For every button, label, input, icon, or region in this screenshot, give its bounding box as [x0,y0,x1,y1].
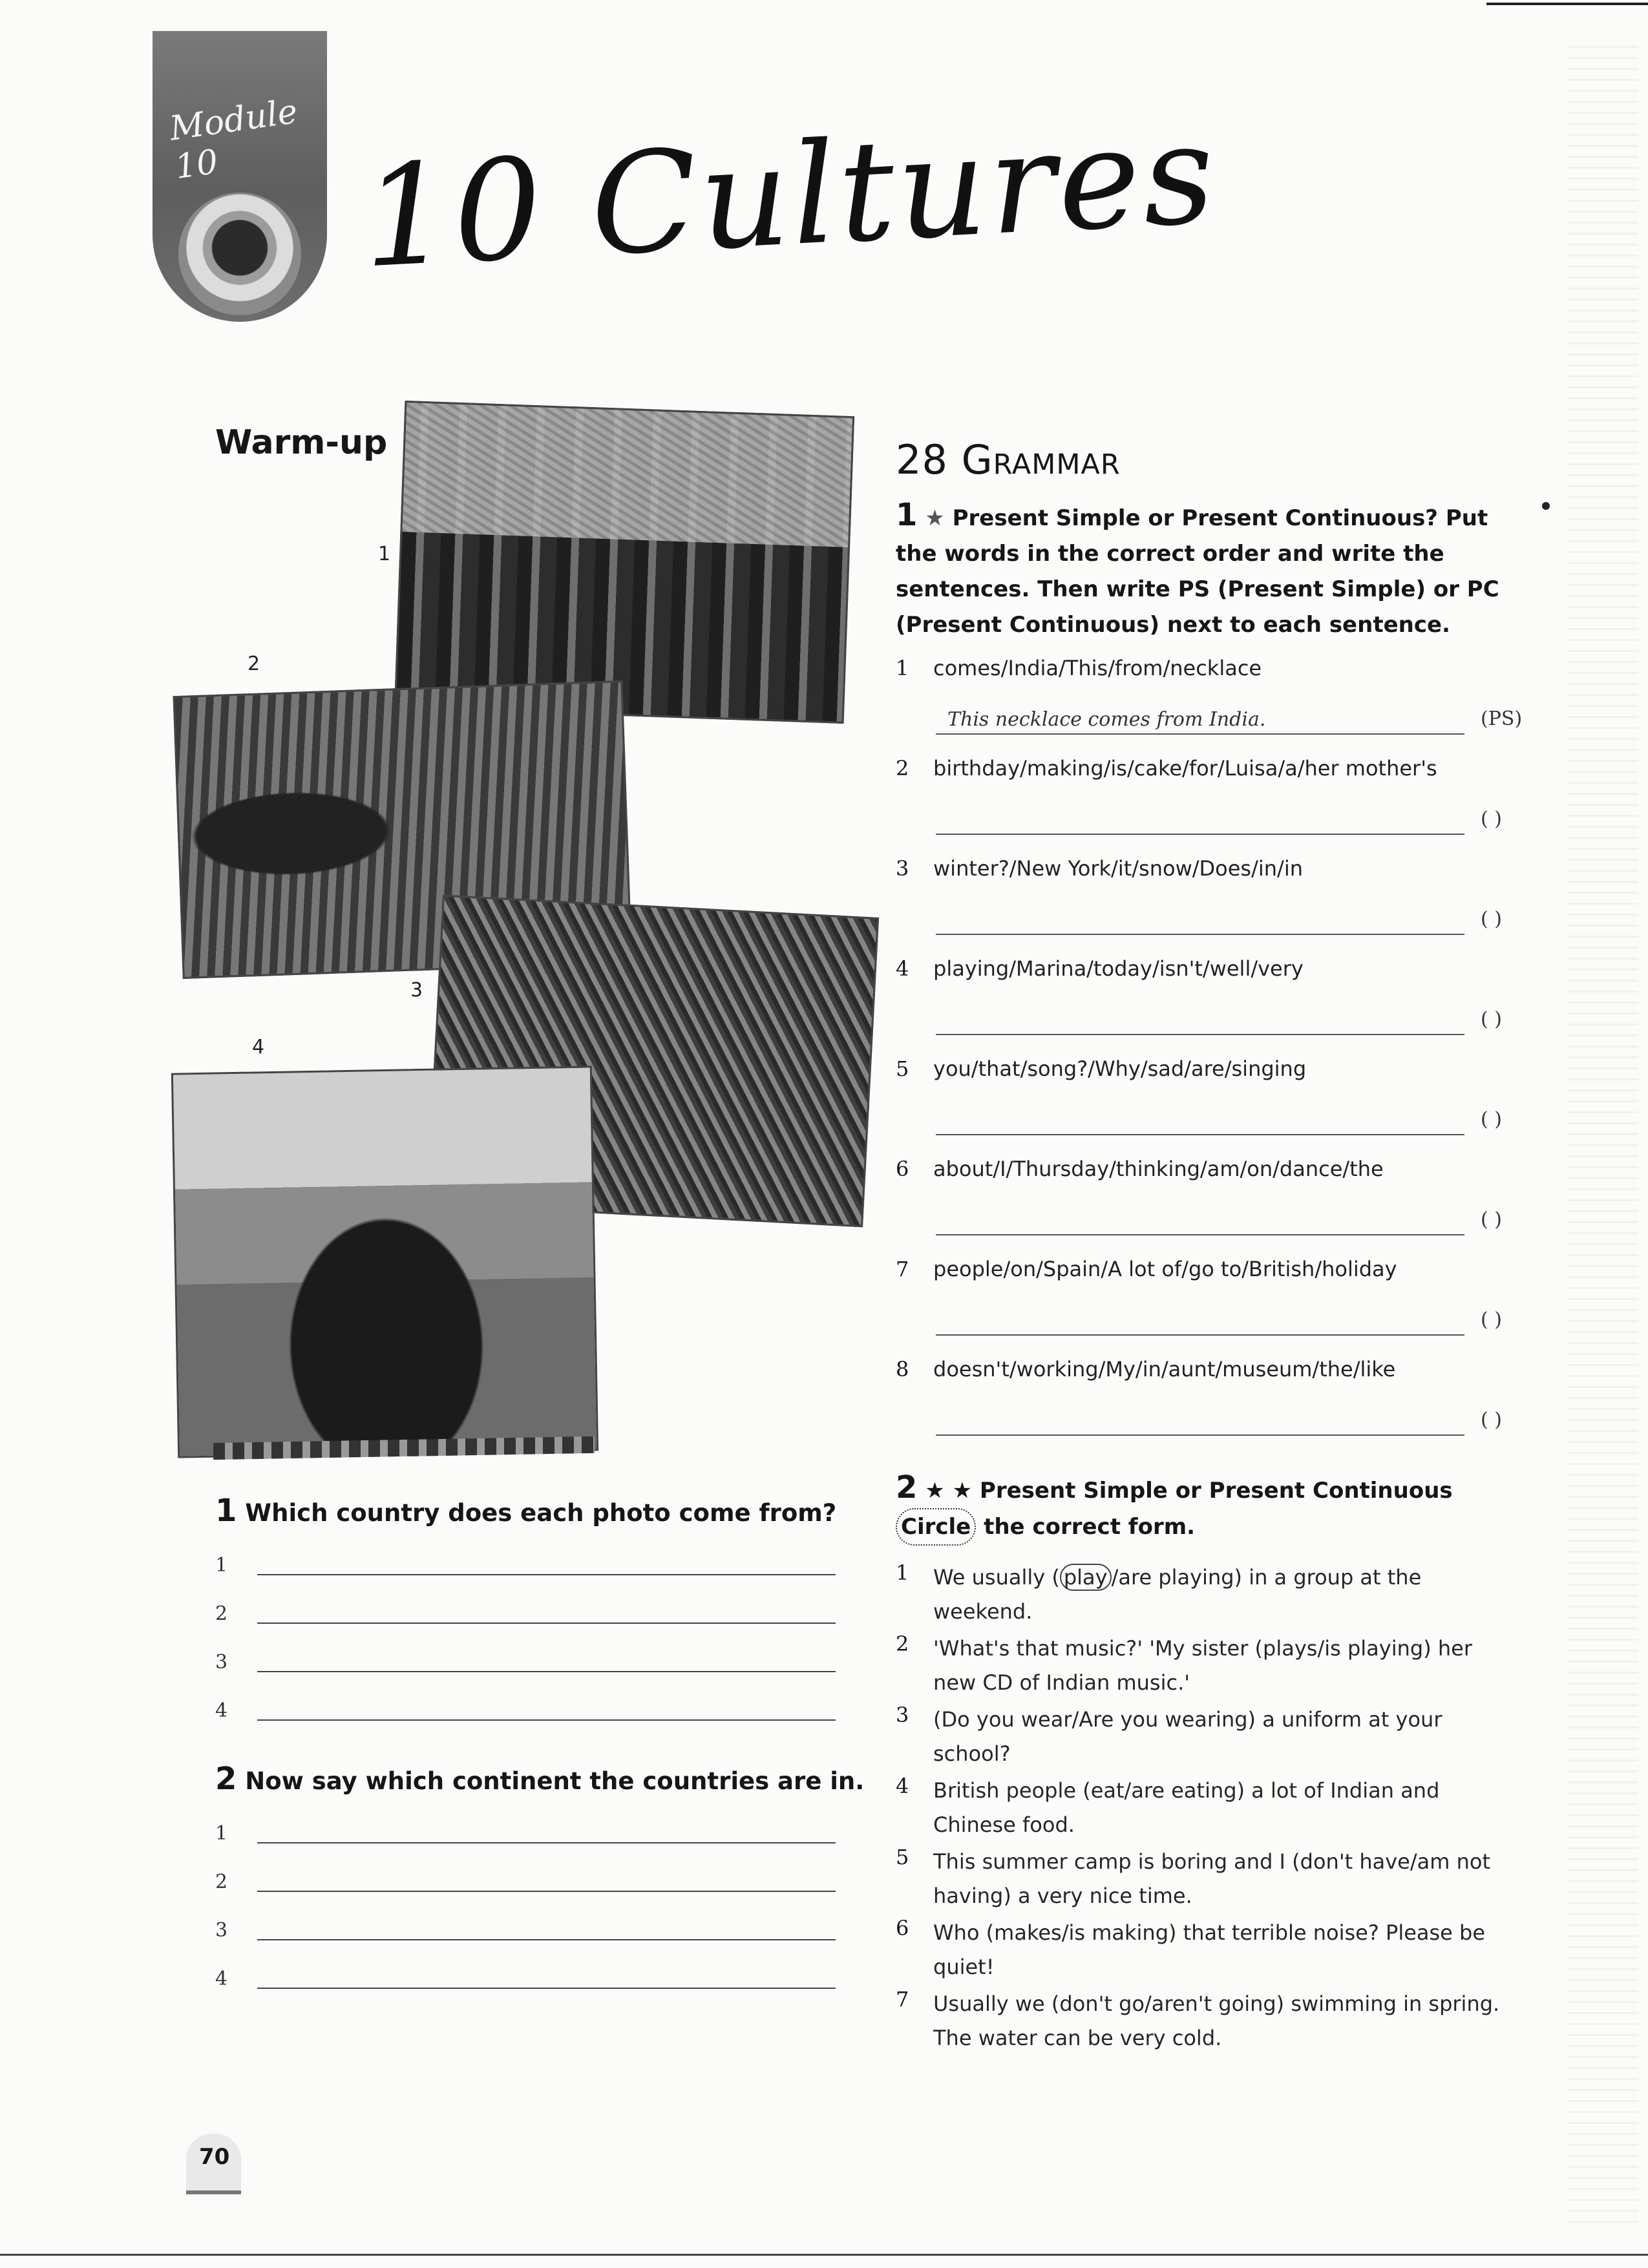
exercise-1-item [896,956,1529,1053]
question-number: 2 [215,1761,237,1797]
item-number: 1 [896,1560,909,1585]
exercise-1-item [896,756,1529,853]
item-number: 3 [896,856,909,881]
section-name: Grammar [961,436,1121,483]
item-text[interactable]: Usually we (don't go/aren't going) swimming in spring. The water can be very cold. [933,1991,1500,2050]
exercise-instructions: the correct form. [984,1514,1196,1540]
answer-line[interactable] [215,1812,836,1851]
exercise-1-item [896,1157,1529,1254]
photo-4 [171,1066,598,1458]
answer-line[interactable] [936,1108,1464,1135]
answer-line[interactable] [936,1308,1464,1336]
item-number: 6 [896,1157,909,1181]
section-number: 28 [896,436,948,483]
item-number: 5 [896,1845,909,1869]
item-words: comes/India/This/from/necklace [933,656,1262,680]
answer-line[interactable] [936,1208,1464,1235]
line-number: 2 [215,1871,228,1893]
line-number: 4 [215,1968,228,1990]
item-words: birthday/making/is/cake/for/Luisa/a/her mother's [933,756,1437,781]
module-label: Module 10 [167,92,300,187]
tense-tag[interactable]: ( ) [1481,1409,1502,1431]
exercise-instructions: Put the words in the correct order and write the sentences. Then write PS (Present Simple) or PC (Present Continuous) next to each sentence. [896,505,1499,638]
badge-photo [178,193,301,315]
item-words: you/that/song?/Why/sad/are/singing [933,1056,1307,1081]
tense-tag[interactable]: ( ) [1481,1008,1502,1031]
top-rule [1486,3,1648,5]
answer-line[interactable] [936,808,1464,835]
warmup-question-1 [215,1493,836,1529]
exercise-title: Present Simple or Present Continuous? [952,505,1439,531]
module-title: 10 Cultures [358,92,1221,299]
answer-line[interactable] [936,1008,1464,1035]
line-number: 1 [215,1822,228,1845]
item-number: 3 [896,1703,909,1727]
module-badge [153,31,327,322]
item-number: 2 [896,1632,909,1656]
item-number: 5 [896,1056,909,1081]
item-text[interactable]: Who (makes/is making) that terrible noise? Please be quiet! [933,1920,1486,1979]
line-number: 3 [215,1919,228,1942]
item-number: 7 [896,1987,909,2011]
item-words: about/I/Thursday/thinking/am/on/dance/the [933,1157,1384,1181]
warmup-heading: Warm-up [215,423,388,462]
item-words: people/on/Spain/A lot of/go to/British/holiday [933,1257,1397,1281]
photo-number-3: 3 [410,979,423,1002]
answer-line[interactable] [215,1690,836,1728]
question-number: 1 [215,1493,237,1529]
item-text[interactable]: British people (eat/are eating) a lot of Indian and Chinese food. [933,1778,1440,1837]
line-number: 3 [215,1651,228,1674]
tense-tag[interactable]: ( ) [1481,808,1502,830]
warmup-question-2 [215,1761,864,1797]
page-number: 70 [199,2144,230,2170]
photo-1 [394,401,854,724]
item-number: 8 [896,1357,909,1381]
question-text: Now say which continent the countries are in. [245,1767,865,1795]
item-number: 6 [896,1916,909,1940]
item-words: playing/Marina/today/isn't/well/very [933,956,1304,981]
item-text[interactable]: This summer camp is boring and I (don't have/am not having) a very nice time. [933,1849,1490,1908]
photo-number-1: 1 [378,543,391,565]
star-icon: ★ [925,505,945,531]
exercise-1-item [896,1257,1529,1354]
exercise-1-item [896,656,1529,753]
exercise-1-item [896,1056,1529,1153]
exercise-1-heading [896,498,1510,643]
item-text[interactable]: (Do you wear/Are you wearing) a uniform at your school? [933,1707,1442,1766]
line-number: 1 [215,1554,228,1577]
tense-tag[interactable]: ( ) [1481,1208,1502,1231]
exercise-number: 2 [896,1469,918,1506]
scan-edge [1567,39,1638,2223]
selected-option[interactable]: play [1060,1564,1112,1591]
line-number: 2 [215,1602,228,1625]
item-words: doesn't/working/My/in/aunt/museum/the/like [933,1357,1396,1381]
answer-line[interactable] [215,1909,836,1948]
answer-line[interactable] [936,908,1464,935]
answer-line[interactable] [215,1593,836,1632]
answer-line[interactable] [215,1641,836,1680]
item-number: 1 [896,656,909,680]
circle-word: Circle [896,1508,976,1546]
exercise-1-item [896,856,1529,953]
item-text[interactable]: 'What's that music?' 'My sister (plays/is playing) her new CD of Indian music.' [933,1636,1472,1695]
tense-tag[interactable]: ( ) [1481,1108,1502,1131]
item-words: winter?/New York/it/snow/Does/in/in [933,856,1303,881]
tense-tag[interactable]: ( ) [1481,1308,1502,1331]
item-number: 2 [896,756,909,781]
question-text: Which country does each photo come from? [245,1499,837,1527]
exercise-number: 1 [896,497,918,533]
answer-line[interactable] [215,1861,836,1900]
item-number: 4 [896,1774,909,1798]
item-text: We usually ( play /are playing) in a group at the weekend. [933,1565,1422,1624]
answer-line[interactable] [215,1544,836,1583]
tense-tag[interactable]: (PS) [1481,708,1523,730]
bullet-dot [1542,502,1550,510]
exercise-2-heading [896,1470,1510,1546]
tense-tag[interactable]: ( ) [1481,908,1502,930]
star-icon: ★ ★ [925,1478,973,1504]
line-number: 4 [215,1699,228,1722]
section-title [896,436,1121,483]
answer-line[interactable] [936,708,1464,735]
answer-line[interactable] [215,1958,836,1997]
photo-number-2: 2 [248,653,260,675]
answer-text: This necklace comes from India. [947,708,1266,731]
item-number: 4 [896,956,909,981]
exercise-1-item [896,1357,1529,1454]
bottom-rule [0,2254,1648,2256]
answer-line[interactable] [936,1409,1464,1436]
photo-number-4: 4 [252,1036,265,1058]
exercise-title: Present Simple or Present Continuous [979,1478,1453,1504]
item-number: 7 [896,1257,909,1281]
